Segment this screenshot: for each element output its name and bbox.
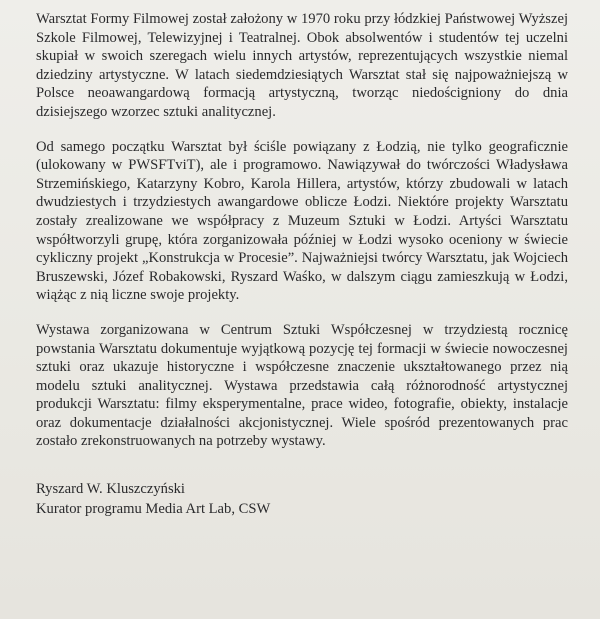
paragraph-lodz-connection: Od samego początku Warsztat był ściśle powiązany z Łodzią, nie tylko geograficznie (ulokowany w PWSFTviT), ale i programowo. Nawiązywał do twórczości Władysława Strzemińskiego, Katarzyny Kobro, Karola Hillera, artystów, którzy zbudowali w latach dwudziestych i trzydziestych awangardowe oblicze Łodzi. Niektóre projekty Warsztatu zostały zrealizowane we współpracy z Muzeum Sztuki w Łodzi. Artyści Warsztatu współtworzyli grupę, która zorganizowała później w Łodzi wysoko oceniony w świecie cykliczny projekt „Konstrukcja w Procesie”. Najważniejsi twórcy Warsztatu, jak Wojciech Bruszewski, Józef Robakowski, Ryszard Waśko, w dalszym ciągu zamieszkują w Łodzi, wiążąc z nią liczne swoje projekty.	[36, 138, 568, 304]
author-role: Kurator programu Media Art Lab, CSW	[36, 501, 271, 518]
author-name: Ryszard W. Kluszczyński	[36, 481, 185, 498]
paragraph-exhibition: Wystawa zorganizowana w Centrum Sztuki Współczesnej w trzydziestą rocznicę powstania Warsztatu dokumentuje wyjątkową pozycję tej formacji w świecie nowoczesnej sztuki oraz ukazuje historyczne i współczesne znaczenie ukształtowanego przez nią modelu sztuki analitycznej. Wystawa przedstawia całą różnorodność artystycznej produkcji Warsztatu: filmy eksperymentalne, prace wideo, fotografie, obiekty, instalacje oraz dokumentacje działalności akcjonistycznej. Wiele spośród prezentowanych prac zostało zrekonstruowanych na potrzeby wystawy.	[36, 321, 568, 450]
signature-block	[36, 479, 568, 519]
document-page	[36, 10, 568, 519]
paragraph-founding: Warsztat Formy Filmowej został założony w 1970 roku przy łódzkiej Państwowej Wyższej Szkole Filmowej, Telewizyjnej i Teatralnej. Obok absolwentów i studentów tej uczelni skupiał w swoich szeregach wielu innych artystów, reprezentujących wszystkie niemal dziedziny artystyczne. W latach siedemdziesiątych Warsztat stał się najpoważniejszą w Polsce neoawangardową formacją artystyczną, tworząc niedościgniony do dnia dzisiejszego wzorzec sztuki analitycznej.	[36, 11, 568, 120]
